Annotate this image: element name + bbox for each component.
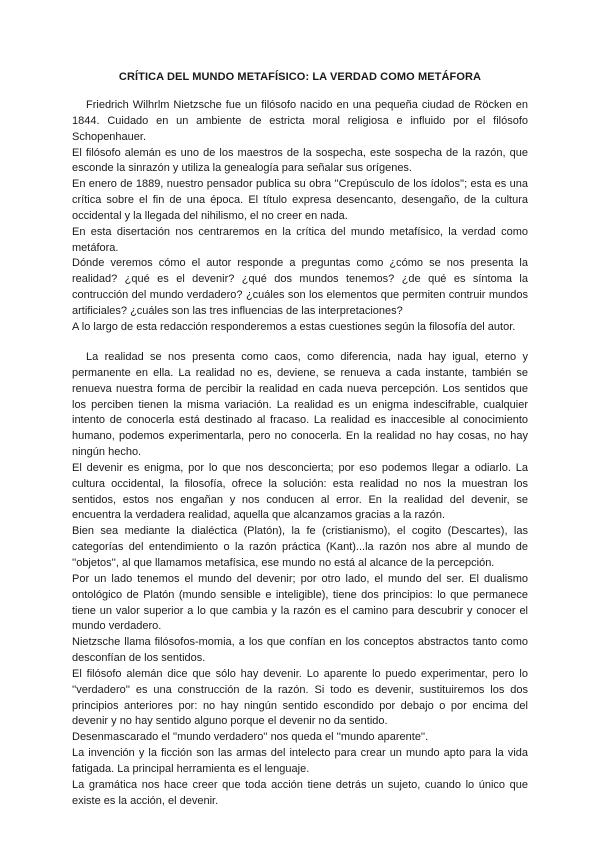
intro-paragraph: A lo largo de esta redacción responderemos a estas cuestiones según la filosofía del autor.	[72, 320, 516, 333]
intro-section	[72, 98, 528, 336]
intro-paragraph: En enero de 1889, nuestro pensador publica su obra ''Crepúsculo de los ídolos''; esta es una crítica sobre el fin de una época. El título expresa desencanto, desengaño, de la cultura occidental y la llegada del nihilismo, el no creer en nada.	[72, 178, 528, 222]
body-paragraph: Nietzsche llama filósofos-momia, a los que confían en los conceptos abstractos tanto como desconfían de los sentidos.	[72, 636, 528, 665]
body-paragraph: La realidad se nos presenta como caos, como diferencia, nada hay igual, eterno y permanente en ella. La realidad no es, deviene, se renueva a cada instante, también se renueva nuestra forma de percibir la realidad en cada nueva percepción. Los sentidos que los perciben tienen la misma variación. La realidad es un enigma indescifrable, cualquier intento de conocerla está destinado al fracaso. La realidad es inaccesible al conocimiento humano, podemos experimentarla, pero no conocerla. En la realidad no hay cosas, no hay ningún hecho.	[72, 351, 528, 459]
body-paragraph: La gramática nos hace creer que toda acción tiene detrás un sujeto, cuando lo único que existe es la acción, el devenir.	[72, 778, 528, 807]
body-paragraph: La invención y la ficción son las armas del intelecto para crear un mundo apto para la vida fatigada. La principal herramienta es el lenguaje.	[72, 747, 528, 775]
intro-paragraph: El filósofo alemán es uno de los maestros de la sospecha, este sospecha de la razón, que esconde la sinrazón y utiliza la genealogía para señalar sus orígenes.	[72, 146, 528, 175]
body-paragraph: Bien sea mediante la dialéctica (Platón), la fe (cristianismo), el cogito (Descartes), las categorías del entendimiento o la razón práctica (Kant)...la razón nos abre al mundo de ''objetos'', al que llamamos metafísica, ese mundo no está al alcance de la percepción.	[72, 525, 528, 569]
intro-paragraph: Friedrich Wilhrlm Nietzsche fue un filósofo nacido en una pequeña ciudad de Röcken en 1844. Cuidado en un ambiente de estricta moral religiosa e influido por el filósofo Schopenhauer.	[72, 99, 528, 143]
body-paragraph: Por un lado tenemos el mundo del devenir; por otro lado, el mundo del ser. El dualismo ontológico de Platón (mundo sensible e inteligible), tiene dos principios: lo que permanece tiene un valor superior a lo que cambia y la razón es el camino para descubrir y conocer el mundo verdadero.	[72, 572, 528, 633]
intro-paragraph: En esta disertación nos centraremos en la crítica del mundo metafísico, la verdad como metáfora.	[72, 225, 528, 254]
intro-paragraph: Dónde veremos cómo el autor responde a preguntas como ¿cómo se nos presenta la realidad? ¿qué es el devenir? ¿qué dos mundos tenemos? ¿de qué es síntoma la contrucción del mundo verdadero? ¿cuáles son los elementos que permiten contruir mundos artificiales? ¿cuáles son las tres influencias de las interpretaciones?	[72, 257, 528, 317]
body-paragraph: El devenir es enigma, por lo que nos desconcierta; por eso podemos llegar a odiarlo. La cultura occidental, la filosofía, ofrece la solución: esta realidad no nos la muestran los sentidos, estos nos engañan y nos conducen al error. En la realidad del devenir, se encuentra la verdadera realidad, aquella que alcanzamos gracias a la razón.	[72, 461, 528, 522]
document-title: CRÍTICA DEL MUNDO METAFÍSICO: LA VERDAD COMO METÁFORA	[118, 71, 482, 83]
body-paragraph: El filósofo alemán dice que sólo hay devenir. Lo aparente lo puedo experimentar, pero lo ''verdadero'' es una construcción de la razón. Si todo es devenir, sustituiremos los dos principios anteriores por: no hay ningún sentido escondido por debajo o por encima del devenir y no hay sentido alguno porque el devenir no da sentido.	[72, 667, 528, 728]
body-paragraph: Desenmascarado el ''mundo verdadero'' nos queda el ''mundo aparente''.	[72, 731, 429, 744]
body-section	[72, 350, 528, 809]
